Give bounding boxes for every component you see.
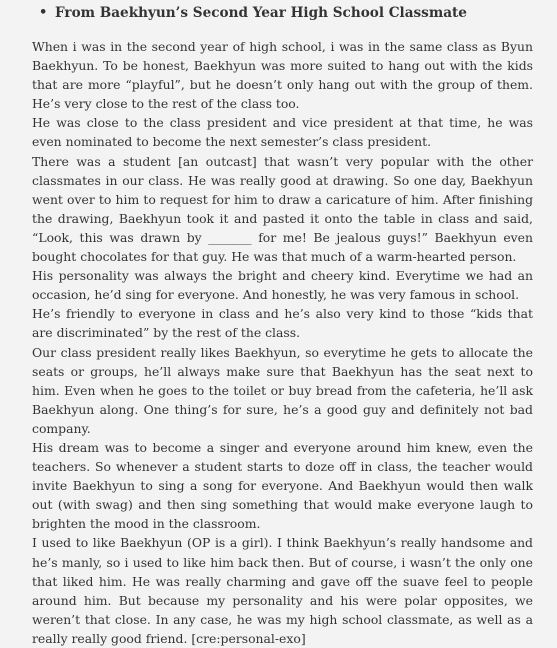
paragraph: His personality was always the bright and cheery kind. Everytime we had an occasion, he’d sing for everyone. And honestly, he was very famous in school. <box>32 268 533 303</box>
paragraph: He was close to the class president and vice president at that time, he was even nominated to become the next semester’s class president. <box>32 115 533 150</box>
paragraph: When i was in the second year of high school, i was in the same class as Byun Baekhyun. To be honest, Baekhyun was more suited to hang out with the kids that are more “playful”, but he doesn’t only hang out with the group of them. He’s very close to the rest of the class too. <box>32 39 533 112</box>
section-heading <box>39 5 467 21</box>
paragraph: I used to like Baekhyun (OP is a girl). I think Baekhyun’s really handsome and he’s manly, so i used to like him back then. But of course, i wasn’t the only one that liked him. He was really charming and gave off the suave feel to people around him. But because my personality and his were polar opposites, we weren’t that close. In any case, he was my high school classmate, as well as a really really good friend. [cre:personal-exo] <box>32 535 533 646</box>
paragraph: Our class president really likes Baekhyun, so everytime he gets to allocate the seats or groups, he’ll always make sure that Baekhyun has the seat next to him. Even when he goes to the toilet or buy bread from the cafeteria, he’ll ask Baekhyun along. One thing’s for sure, he’s a good guy and definitely not bad company. <box>32 344 533 436</box>
paragraph: There was a student [an outcast] that wasn’t very popular with the other classmates in our class. He was really good at drawing. So one day, Baekhyun went over to him to request for him to draw a caricature of him. After finishing the drawing, Baekhyun took it and pasted it onto the table in class and said, “Look, this was drawn by _______ for me! Be jealous guys!” Baekhyun even bought chocolates for that guy. He was that much of a warm-hearted person. <box>32 153 533 265</box>
paragraph: His dream was to become a singer and everyone around him knew, even the teachers. So whenever a student starts to doze off in class, the teacher would invite Baekhyun to sing a song for everyone. And Baekhyun would then walk out (with swag) and then sing something that would make everyone laugh to brighten the mood in the classroom. <box>32 439 533 532</box>
paragraph: He’s friendly to everyone in class and he’s also very kind to those “kids that are discriminated” by the rest of the class. <box>32 306 533 341</box>
article-body <box>32 37 533 648</box>
bullet-icon: • <box>39 5 48 20</box>
heading-title: From Baekhyun’s Second Year High School Classmate <box>55 5 467 21</box>
